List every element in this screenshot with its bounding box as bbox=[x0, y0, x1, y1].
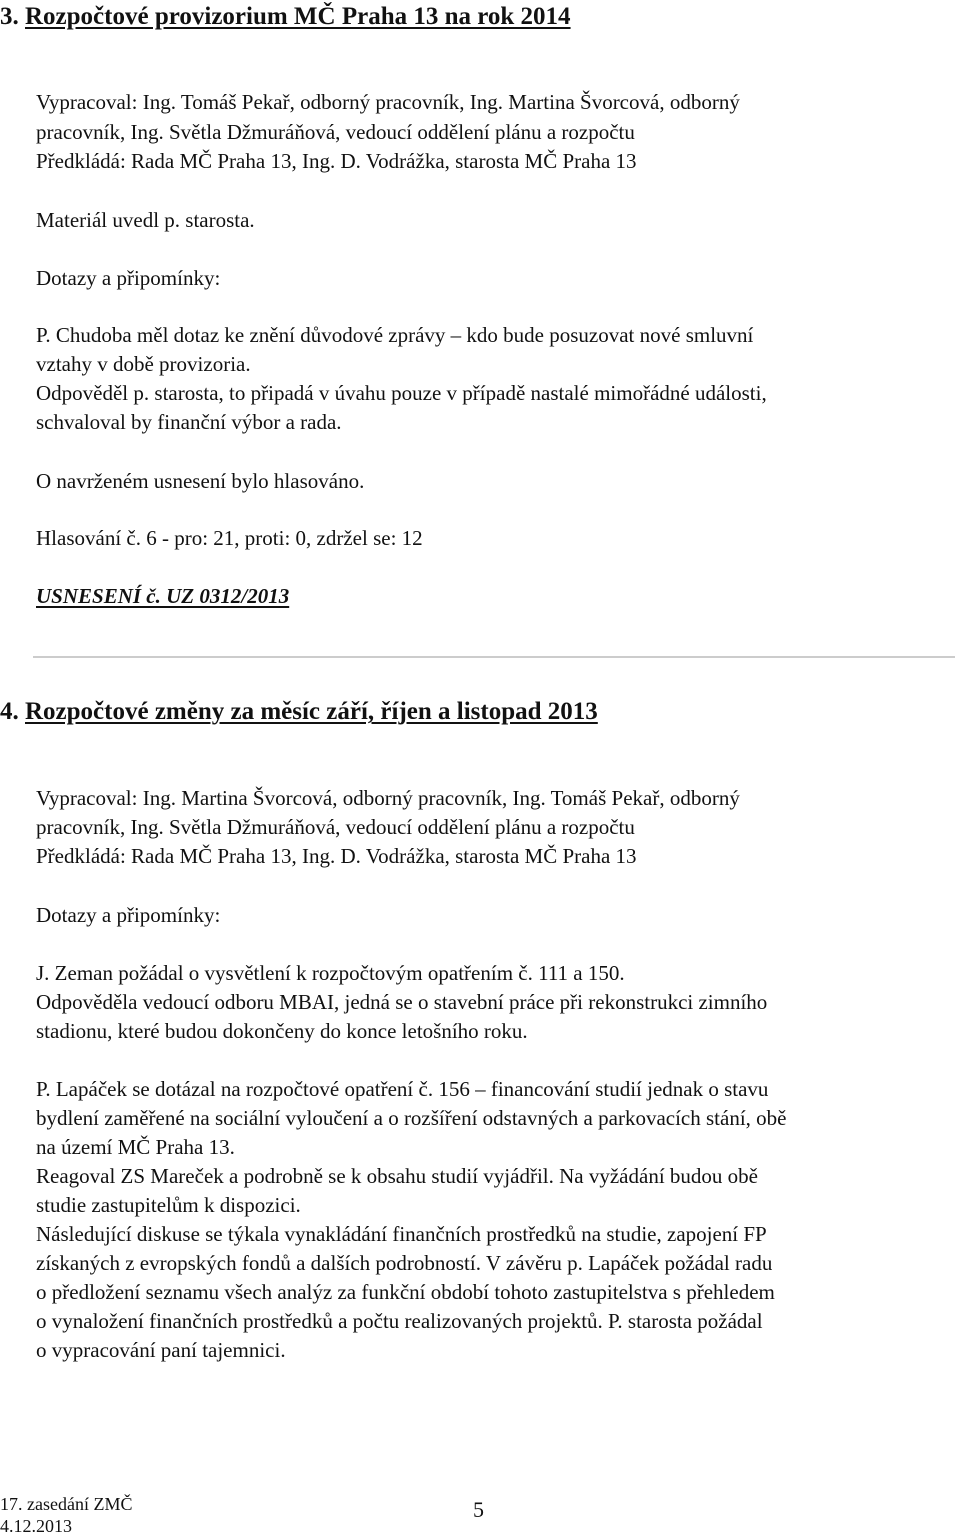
page-number: 5 bbox=[473, 1497, 484, 1522]
s4-line: stadionu, které budou dokončeny do konce letošního roku. bbox=[36, 1019, 528, 1043]
s4-line: na území MČ Praha 13. bbox=[36, 1135, 235, 1159]
s3-vote-intro: O navrženém usnesení bylo hlasováno. bbox=[36, 469, 365, 493]
s4-line: J. Zeman požádal o vysvětlení k rozpočtovým opatřením č. 111 a 150. bbox=[36, 961, 625, 985]
s4-line: o předložení seznamu všech analýz za funkční období tohoto zastupitelstva s přehledem bbox=[36, 1280, 775, 1304]
section-4-heading bbox=[0, 697, 598, 727]
s3-prepared-line1: Vypracoval: Ing. Tomáš Pekař, odborný pracovník, Ing. Martina Švorcová, odborný bbox=[36, 90, 740, 114]
s3-prepared-line2: pracovník, Ing. Světla Džmuráňová, vedoucí oddělení plánu a rozpočtu bbox=[36, 120, 635, 144]
section-3-number: 3. bbox=[0, 3, 19, 30]
section-3-heading bbox=[0, 2, 571, 32]
s4-line: P. Lapáček se dotázal na rozpočtové opatření č. 156 – financování studií jednak o stavu bbox=[36, 1077, 769, 1101]
s4-line: studie zastupitelům k dispozici. bbox=[36, 1193, 301, 1217]
footer-session: 17. zasedání ZMČ bbox=[0, 1494, 133, 1514]
s3-question-line1: P. Chudoba měl dotaz ke znění důvodové zprávy – kdo bude posuzovat nové smluvní bbox=[36, 323, 754, 347]
section-divider bbox=[33, 656, 955, 658]
s4-line: o vypracování paní tajemnici. bbox=[36, 1338, 286, 1362]
s4-line: získaných z evropských fondů a dalších podrobností. V závěru p. Lapáček požádal radu bbox=[36, 1251, 773, 1275]
section-4-number: 4. bbox=[0, 698, 19, 725]
s4-line: o vynaložení finančních prostředků a počtu realizovaných projektů. P. starosta požádal bbox=[36, 1309, 763, 1333]
footer-date: 4.12.2013 bbox=[0, 1516, 72, 1536]
s4-line: Následující diskuse se týkala vynakládání finančních prostředků na studie, zapojení FP bbox=[36, 1222, 767, 1246]
s4-questions-label: Dotazy a připomínky: bbox=[36, 903, 221, 927]
s4-submits: Předkládá: Rada MČ Praha 13, Ing. D. Vodrážka, starosta MČ Praha 13 bbox=[36, 844, 637, 868]
s3-vote-result: Hlasování č. 6 - pro: 21, proti: 0, zdržel se: 12 bbox=[36, 526, 423, 550]
s3-question-line2: vztahy v době provizoria. bbox=[36, 352, 251, 376]
s4-line: Odpověděla vedoucí odboru MBAI, jedná se o stavební práce při rekonstrukci zimního bbox=[36, 990, 768, 1014]
s3-questions-label: Dotazy a připomínky: bbox=[36, 266, 221, 290]
s3-introduced: Materiál uvedl p. starosta. bbox=[36, 208, 255, 232]
s3-resolution: USNESENÍ č. UZ 0312/2013 bbox=[36, 584, 290, 608]
s3-submits: Předkládá: Rada MČ Praha 13, Ing. D. Vodrážka, starosta MČ Praha 13 bbox=[36, 149, 637, 173]
s3-answer-line1: Odpověděl p. starosta, to připadá v úvahu pouze v případě nastalé mimořádné události, bbox=[36, 381, 767, 405]
section-3-title: Rozpočtové provizorium MČ Praha 13 na rok 2014 bbox=[25, 3, 571, 30]
s4-prepared-line1: Vypracoval: Ing. Martina Švorcová, odborný pracovník, Ing. Tomáš Pekař, odborný bbox=[36, 786, 740, 810]
s3-answer-line2: schvaloval by finanční výbor a rada. bbox=[36, 410, 342, 434]
section-4-title: Rozpočtové změny za měsíc září, říjen a listopad 2013 bbox=[25, 698, 598, 725]
s4-line: bydlení zaměřené na sociální vyloučení a o rozšíření odstavných a parkovacích stání, obě bbox=[36, 1106, 787, 1130]
s4-prepared-line2: pracovník, Ing. Světla Džmuráňová, vedoucí oddělení plánu a rozpočtu bbox=[36, 815, 635, 839]
s4-line: Reagoval ZS Mareček a podrobně se k obsahu studií vyjádřil. Na vyžádání budou obě bbox=[36, 1164, 758, 1188]
